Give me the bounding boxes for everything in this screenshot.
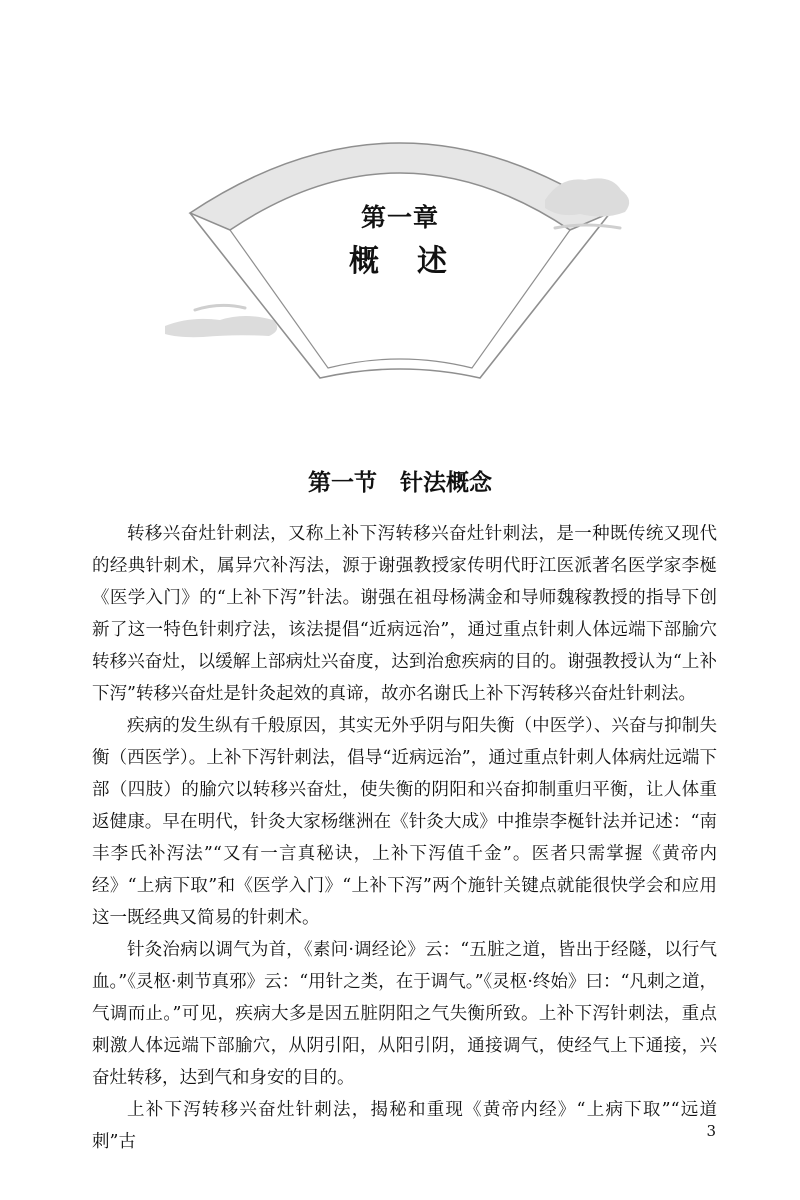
left-cloud-ornament [165,305,277,337]
section-title: 第一节 针法概念 [308,470,492,496]
page-number: 3 [706,1122,716,1140]
body-text [92,518,717,1158]
chapter-number: 第一章 [360,203,439,232]
paragraph: 上补下泻转移兴奋灶针刺法，揭秘和重现《黄帝内经》“上病下取”“远道刺”古 [92,1100,717,1152]
paragraph: 针灸治病以调气为首，《素问·调经论》云：“五脏之道，皆出于经隧，以行气血。”《灵枢·刺节真邪》云：“用针之类，在于调气。”《灵枢·终始》曰：“凡刺之道，气调而止。”可见，疾病大多是因五脏阴阳之气失衡所致。上补下泻针刺法，重点刺激人体远端下部腧穴，从阴引阳，从阳引阴，通接调气，使经气上下通接，兴奋灶转移，达到气和身安的目的。 [92,940,717,1088]
paragraph: 转移兴奋灶针刺法，又称上补下泻转移兴奋灶针刺法，是一种既传统又现代的经典针刺术，属异穴补泻法，源于谢强教授家传明代盱江医派著名医学家李梴《医学入门》的“上补下泻”针法。谢强在祖母杨满金和导师魏稼教授的指导下创新了这一特色针刺疗法，该法提倡“近病远治”，通过重点针刺人体远端下部腧穴转移兴奋灶，以缓解上部病灶兴奋度，达到治愈疾病的目的。谢强教授认为“上补下泻”转移兴奋灶是针灸起效的真谛，故亦名谢氏上补下泻转移兴奋灶针刺法。 [92,524,717,704]
chapter-title: 概 述 [349,244,451,279]
paragraph: 疾病的发生纵有千般原因，其实无外乎阴与阳失衡（中医学）、兴奋与抑制失衡（西医学）。上补下泻针刺法，倡导“近病远治”，通过重点针刺人体病灶远端下部（四肢）的腧穴以转移兴奋灶，使失衡的阴阳和兴奋抑制重归平衡，让人体重返健康。早在明代，针灸大家杨继洲在《针灸大成》中推崇李梴针法并记述：“南丰李氏补泻法”“又有一言真秘诀，上补下泻值千金”。医者只需掌握《黄帝内经》“上病下取”和《医学入门》“上补下泻”两个施针关键点就能很快学会和应用这一既经典又简易的针刺术。 [92,716,717,928]
